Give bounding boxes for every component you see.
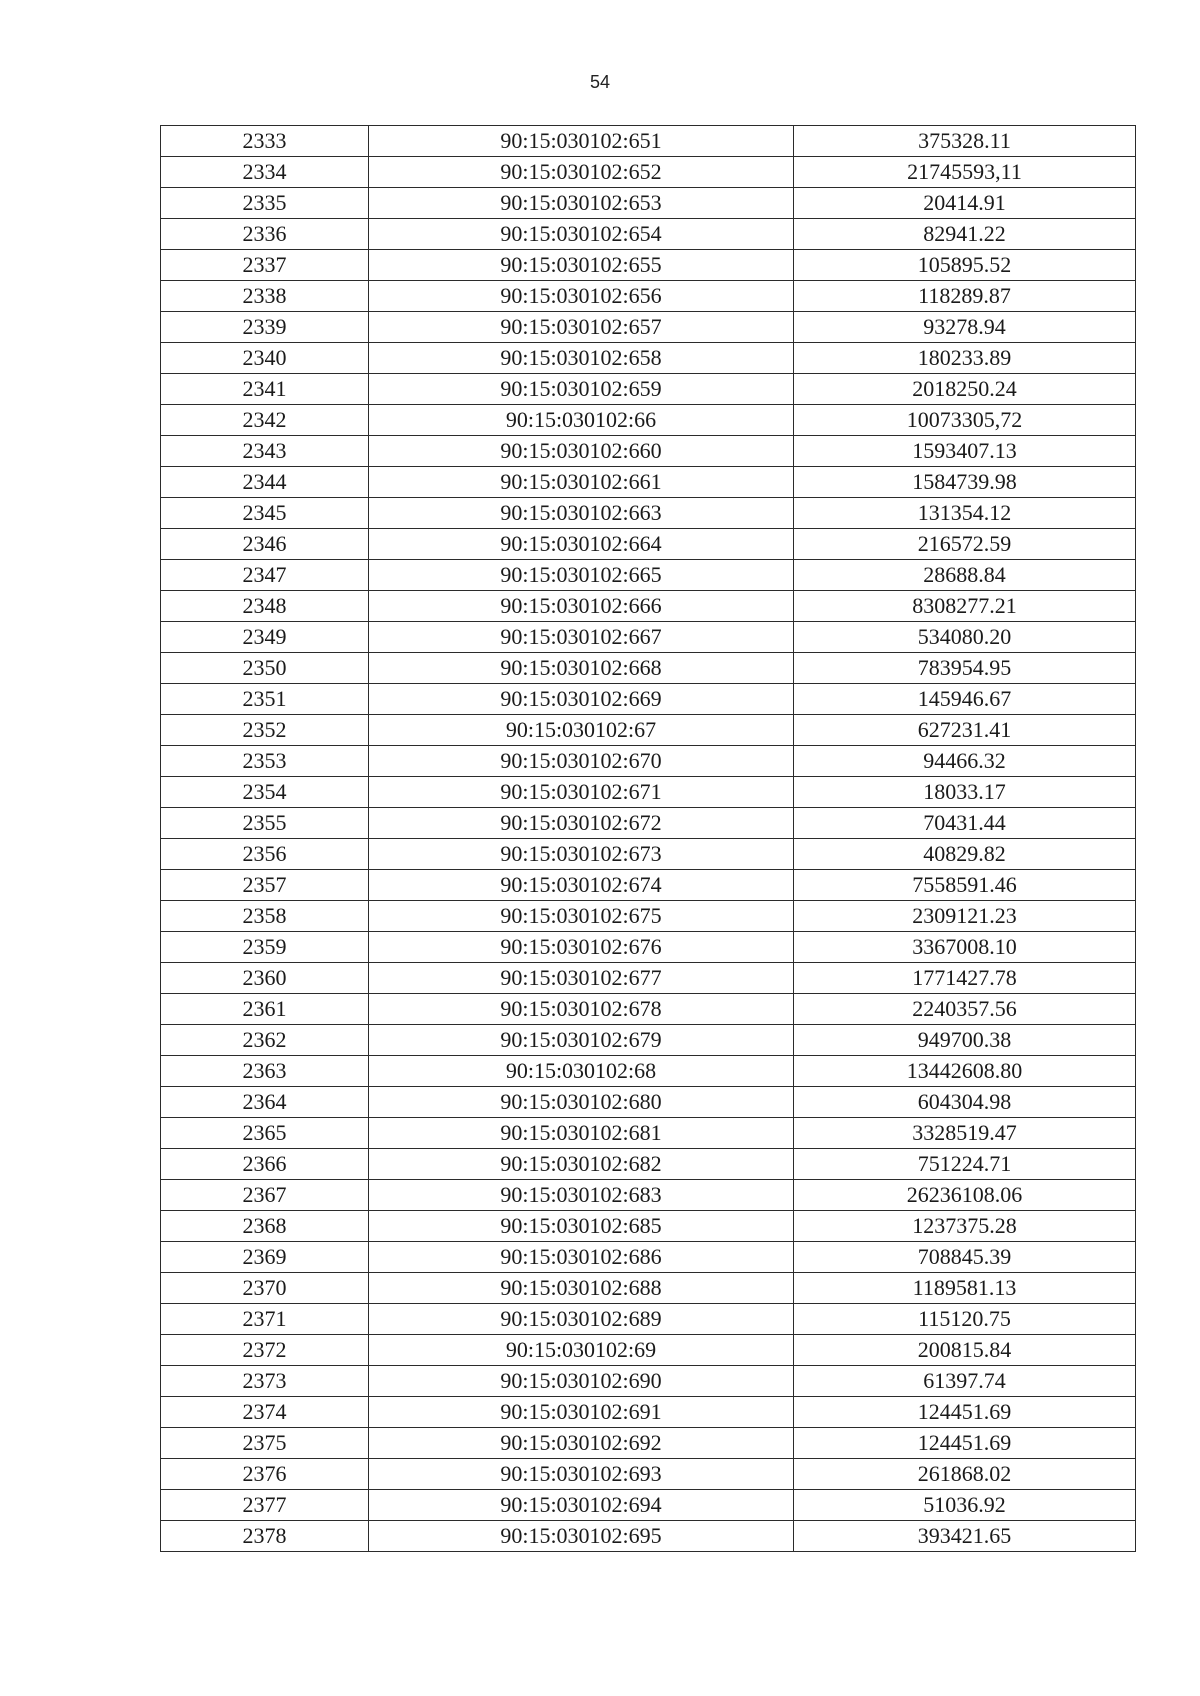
cadastral-number-cell: 90:15:030102:679 (369, 1025, 794, 1056)
table-row (161, 684, 1136, 715)
row-number-cell: 2342 (161, 405, 369, 436)
row-number-cell: 2333 (161, 126, 369, 157)
cadastral-number-cell: 90:15:030102:656 (369, 281, 794, 312)
table-row (161, 1459, 1136, 1490)
cadastral-number-cell: 90:15:030102:67 (369, 715, 794, 746)
cadastral-number-cell: 90:15:030102:690 (369, 1366, 794, 1397)
row-number-cell: 2359 (161, 932, 369, 963)
cadastral-value-cell: 200815.84 (794, 1335, 1136, 1366)
table-row (161, 653, 1136, 684)
row-number-cell: 2336 (161, 219, 369, 250)
cadastral-number-cell: 90:15:030102:674 (369, 870, 794, 901)
table-row (161, 529, 1136, 560)
row-number-cell: 2358 (161, 901, 369, 932)
cadastral-number-cell: 90:15:030102:685 (369, 1211, 794, 1242)
row-number-cell: 2352 (161, 715, 369, 746)
cadastral-value-cell: 3328519.47 (794, 1118, 1136, 1149)
cadastral-value-cell: 1771427.78 (794, 963, 1136, 994)
table-row (161, 1087, 1136, 1118)
cadastral-number-cell: 90:15:030102:686 (369, 1242, 794, 1273)
row-number-cell: 2334 (161, 157, 369, 188)
cadastral-value-cell: 82941.22 (794, 219, 1136, 250)
cadastral-number-cell: 90:15:030102:666 (369, 591, 794, 622)
row-number-cell: 2374 (161, 1397, 369, 1428)
cadastral-number-cell: 90:15:030102:678 (369, 994, 794, 1025)
cadastral-number-cell: 90:15:030102:68 (369, 1056, 794, 1087)
cadastral-number-cell: 90:15:030102:670 (369, 746, 794, 777)
row-number-cell: 2361 (161, 994, 369, 1025)
row-number-cell: 2372 (161, 1335, 369, 1366)
table-row (161, 1056, 1136, 1087)
row-number-cell: 2378 (161, 1521, 369, 1552)
cadastral-value-cell: 94466.32 (794, 746, 1136, 777)
cadastral-number-cell: 90:15:030102:682 (369, 1149, 794, 1180)
cadastral-number-cell: 90:15:030102:661 (369, 467, 794, 498)
table-row (161, 1025, 1136, 1056)
page-number: 54 (589, 72, 611, 92)
cadastral-value-cell: 28688.84 (794, 560, 1136, 591)
cadastral-number-cell: 90:15:030102:657 (369, 312, 794, 343)
table-row (161, 250, 1136, 281)
row-number-cell: 2367 (161, 1180, 369, 1211)
cadastral-value-cell: 70431.44 (794, 808, 1136, 839)
row-number-cell: 2350 (161, 653, 369, 684)
cadastral-value-cell: 1189581.13 (794, 1273, 1136, 1304)
cadastral-number-cell: 90:15:030102:659 (369, 374, 794, 405)
cadastral-value-cell: 3367008.10 (794, 932, 1136, 963)
cadastral-number-cell: 90:15:030102:660 (369, 436, 794, 467)
table-row (161, 1149, 1136, 1180)
cadastral-number-cell: 90:15:030102:675 (369, 901, 794, 932)
row-number-cell: 2360 (161, 963, 369, 994)
cadastral-number-cell: 90:15:030102:654 (369, 219, 794, 250)
table-row (161, 1242, 1136, 1273)
cadastral-value-cell: 21745593,11 (794, 157, 1136, 188)
cadastral-value-cell: 26236108.06 (794, 1180, 1136, 1211)
table-row (161, 1366, 1136, 1397)
row-number-cell: 2362 (161, 1025, 369, 1056)
cadastral-number-cell: 90:15:030102:689 (369, 1304, 794, 1335)
cadastral-number-cell: 90:15:030102:677 (369, 963, 794, 994)
row-number-cell: 2343 (161, 436, 369, 467)
row-number-cell: 2371 (161, 1304, 369, 1335)
cadastral-value-cell: 216572.59 (794, 529, 1136, 560)
table-row (161, 839, 1136, 870)
cadastral-value-cell: 751224.71 (794, 1149, 1136, 1180)
cadastral-value-cell: 40829.82 (794, 839, 1136, 870)
table-row (161, 312, 1136, 343)
cadastral-number-cell: 90:15:030102:655 (369, 250, 794, 281)
cadastral-value-cell: 604304.98 (794, 1087, 1136, 1118)
cadastral-value-cell: 93278.94 (794, 312, 1136, 343)
cadastral-value-cell: 708845.39 (794, 1242, 1136, 1273)
table-row (161, 1397, 1136, 1428)
cadastral-number-cell: 90:15:030102:668 (369, 653, 794, 684)
cadastral-value-cell: 2018250.24 (794, 374, 1136, 405)
cadastral-number-cell: 90:15:030102:669 (369, 684, 794, 715)
row-number-cell: 2349 (161, 622, 369, 653)
table-row (161, 281, 1136, 312)
cadastral-value-cell: 7558591.46 (794, 870, 1136, 901)
table-row (161, 994, 1136, 1025)
table-row (161, 1304, 1136, 1335)
table-row (161, 157, 1136, 188)
row-number-cell: 2347 (161, 560, 369, 591)
row-number-cell: 2354 (161, 777, 369, 808)
row-number-cell: 2357 (161, 870, 369, 901)
row-number-cell: 2370 (161, 1273, 369, 1304)
row-number-cell: 2368 (161, 1211, 369, 1242)
cadastral-value-cell: 145946.67 (794, 684, 1136, 715)
table-row (161, 622, 1136, 653)
row-number-cell: 2363 (161, 1056, 369, 1087)
table-row (161, 591, 1136, 622)
cadastral-number-cell: 90:15:030102:692 (369, 1428, 794, 1459)
cadastral-value-cell: 131354.12 (794, 498, 1136, 529)
cadastral-number-cell: 90:15:030102:658 (369, 343, 794, 374)
cadastral-number-cell: 90:15:030102:672 (369, 808, 794, 839)
cadastral-number-cell: 90:15:030102:664 (369, 529, 794, 560)
row-number-cell: 2346 (161, 529, 369, 560)
cadastral-number-cell: 90:15:030102:691 (369, 1397, 794, 1428)
table-row (161, 777, 1136, 808)
table-row (161, 498, 1136, 529)
cadastral-value-cell: 51036.92 (794, 1490, 1136, 1521)
cadastral-value-cell: 124451.69 (794, 1397, 1136, 1428)
cadastral-number-cell: 90:15:030102:671 (369, 777, 794, 808)
cadastral-number-cell: 90:15:030102:688 (369, 1273, 794, 1304)
row-number-cell: 2373 (161, 1366, 369, 1397)
cadastral-value-cell: 261868.02 (794, 1459, 1136, 1490)
table-row (161, 343, 1136, 374)
table-row (161, 1118, 1136, 1149)
cadastral-number-cell: 90:15:030102:673 (369, 839, 794, 870)
table-row (161, 870, 1136, 901)
cadastral-number-cell: 90:15:030102:653 (369, 188, 794, 219)
table-row (161, 219, 1136, 250)
table-row (161, 188, 1136, 219)
table-body (161, 126, 1136, 1552)
cadastral-value-cell: 1584739.98 (794, 467, 1136, 498)
row-number-cell: 2335 (161, 188, 369, 219)
cadastral-value-cell: 375328.11 (794, 126, 1136, 157)
row-number-cell: 2365 (161, 1118, 369, 1149)
cadastral-number-cell: 90:15:030102:652 (369, 157, 794, 188)
cadastral-value-cell: 534080.20 (794, 622, 1136, 653)
row-number-cell: 2353 (161, 746, 369, 777)
table-row (161, 126, 1136, 157)
row-number-cell: 2369 (161, 1242, 369, 1273)
cadastral-value-cell: 2240357.56 (794, 994, 1136, 1025)
row-number-cell: 2366 (161, 1149, 369, 1180)
cadastral-value-cell: 61397.74 (794, 1366, 1136, 1397)
table-row (161, 901, 1136, 932)
row-number-cell: 2341 (161, 374, 369, 405)
cadastral-number-cell: 90:15:030102:69 (369, 1335, 794, 1366)
table-row (161, 1490, 1136, 1521)
table-row (161, 560, 1136, 591)
cadastral-value-cell: 180233.89 (794, 343, 1136, 374)
table-row (161, 808, 1136, 839)
cadastral-value-cell: 118289.87 (794, 281, 1136, 312)
cadastral-number-cell: 90:15:030102:663 (369, 498, 794, 529)
cadastral-number-cell: 90:15:030102:695 (369, 1521, 794, 1552)
row-number-cell: 2339 (161, 312, 369, 343)
table-row (161, 467, 1136, 498)
cadastral-value-cell: 18033.17 (794, 777, 1136, 808)
table-row (161, 405, 1136, 436)
row-number-cell: 2344 (161, 467, 369, 498)
row-number-cell: 2356 (161, 839, 369, 870)
cadastral-value-table (160, 125, 1136, 1552)
cadastral-number-cell: 90:15:030102:680 (369, 1087, 794, 1118)
row-number-cell: 2355 (161, 808, 369, 839)
cadastral-number-cell: 90:15:030102:681 (369, 1118, 794, 1149)
cadastral-value-cell: 20414.91 (794, 188, 1136, 219)
cadastral-number-cell: 90:15:030102:667 (369, 622, 794, 653)
cadastral-number-cell: 90:15:030102:693 (369, 1459, 794, 1490)
row-number-cell: 2377 (161, 1490, 369, 1521)
table-row (161, 1211, 1136, 1242)
cadastral-number-cell: 90:15:030102:683 (369, 1180, 794, 1211)
row-number-cell: 2337 (161, 250, 369, 281)
cadastral-value-cell: 783954.95 (794, 653, 1136, 684)
cadastral-value-cell: 393421.65 (794, 1521, 1136, 1552)
cadastral-value-cell: 8308277.21 (794, 591, 1136, 622)
cadastral-value-cell: 124451.69 (794, 1428, 1136, 1459)
table-row (161, 1521, 1136, 1552)
cadastral-value-cell: 1237375.28 (794, 1211, 1136, 1242)
row-number-cell: 2375 (161, 1428, 369, 1459)
table-row (161, 1180, 1136, 1211)
table-row (161, 1335, 1136, 1366)
row-number-cell: 2345 (161, 498, 369, 529)
cadastral-value-cell: 105895.52 (794, 250, 1136, 281)
cadastral-number-cell: 90:15:030102:676 (369, 932, 794, 963)
row-number-cell: 2348 (161, 591, 369, 622)
cadastral-value-cell: 2309121.23 (794, 901, 1136, 932)
cadastral-value-cell: 1593407.13 (794, 436, 1136, 467)
cadastral-value-cell: 949700.38 (794, 1025, 1136, 1056)
table-row (161, 1428, 1136, 1459)
cadastral-value-cell: 13442608.80 (794, 1056, 1136, 1087)
row-number-cell: 2376 (161, 1459, 369, 1490)
cadastral-number-cell: 90:15:030102:66 (369, 405, 794, 436)
table-row (161, 436, 1136, 467)
table-row (161, 715, 1136, 746)
row-number-cell: 2351 (161, 684, 369, 715)
table-row (161, 374, 1136, 405)
table-row (161, 746, 1136, 777)
row-number-cell: 2338 (161, 281, 369, 312)
table-row (161, 932, 1136, 963)
table-row (161, 963, 1136, 994)
table-row (161, 1273, 1136, 1304)
cadastral-value-cell: 10073305,72 (794, 405, 1136, 436)
row-number-cell: 2364 (161, 1087, 369, 1118)
cadastral-value-cell: 627231.41 (794, 715, 1136, 746)
cadastral-number-cell: 90:15:030102:694 (369, 1490, 794, 1521)
cadastral-number-cell: 90:15:030102:665 (369, 560, 794, 591)
cadastral-value-cell: 115120.75 (794, 1304, 1136, 1335)
cadastral-number-cell: 90:15:030102:651 (369, 126, 794, 157)
row-number-cell: 2340 (161, 343, 369, 374)
